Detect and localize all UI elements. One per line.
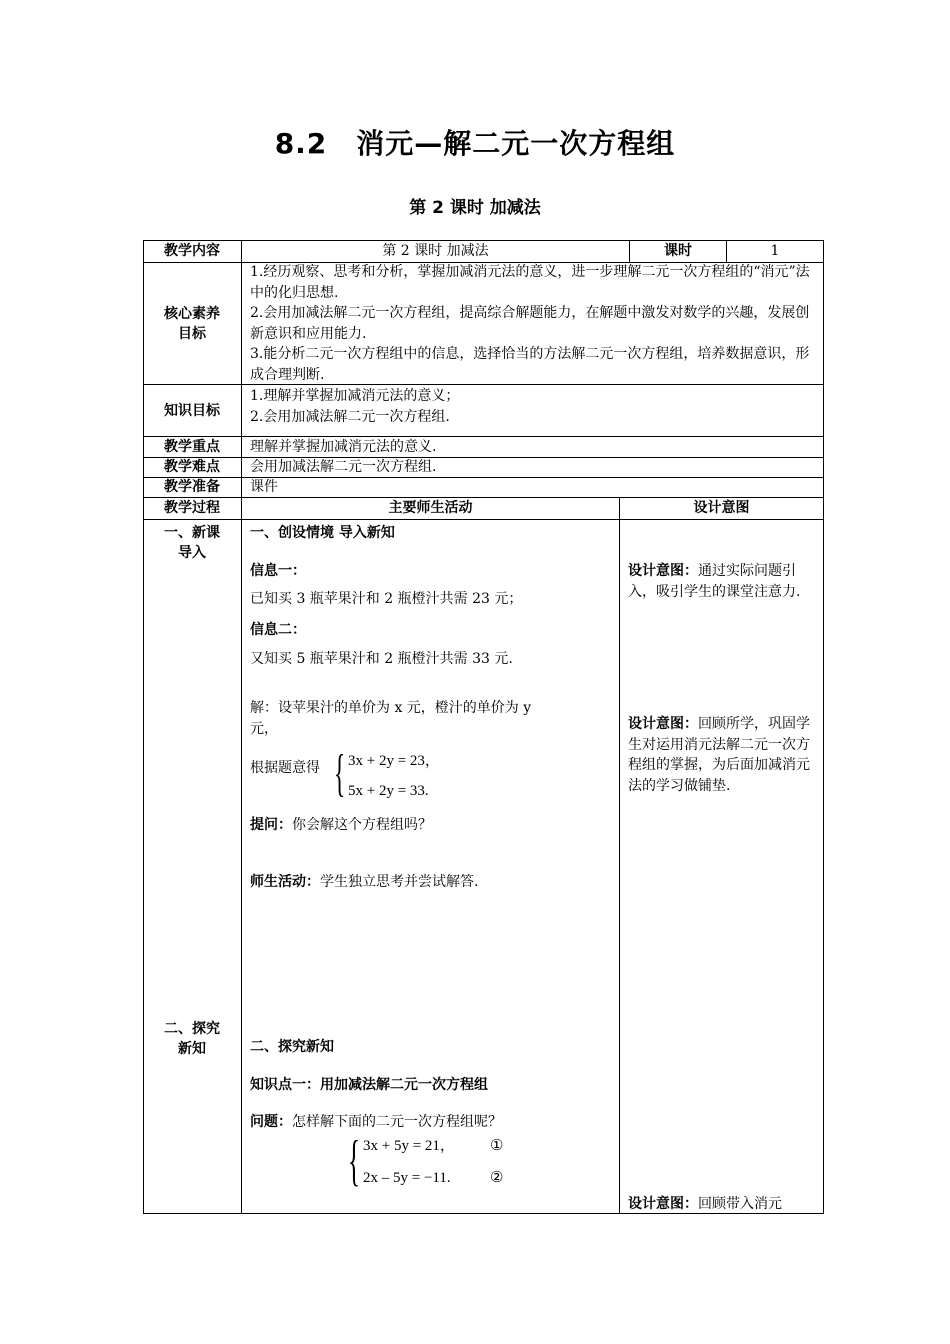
activity-label: 师生活动： <box>250 874 320 890</box>
design-note-text: 回顾带入消元 <box>698 1196 782 1212</box>
table-border <box>823 240 824 1214</box>
stage-explore <box>143 1019 241 1059</box>
table-border <box>143 457 824 458</box>
label-difficulty: 教学难点 <box>164 459 220 475</box>
question-line <box>250 815 432 835</box>
activity-text: 学生独立思考并尝试解答. <box>320 874 479 890</box>
label-core-goals-line2: 目标 <box>178 326 206 342</box>
label-teaching-process: 教学过程 <box>164 500 220 516</box>
preparation-value: 课件 <box>250 479 278 495</box>
table-border <box>619 497 620 1214</box>
equation-2a: 3x + 5y = 21， <box>363 1138 455 1154</box>
label-class-hours: 课时 <box>664 243 692 259</box>
solution-line1: 解：设苹果汁的单价为 x 元，橙汁的单价为 y <box>250 700 532 716</box>
problem-line <box>250 1112 502 1132</box>
key-point-value: 理解并掌握加减消元法的意义. <box>250 439 437 455</box>
knowledge-point-1-heading: 知识点一：用加减法解二元一次方程组 <box>250 1077 488 1093</box>
according-text: 根据题意得 <box>250 760 320 776</box>
problem-text: 怎样解下面的二元一次方程组呢？ <box>292 1114 502 1130</box>
core-goal-item: 1.经历观察、思考和分析，掌握加减消元法的意义，进一步理解二元一次方程组的“消元”法中的化归思想. <box>250 264 810 301</box>
equation-2b-mark: ② <box>490 1170 504 1186</box>
table-border <box>143 436 824 437</box>
equation-1b: 5x + 2y = 33. <box>348 783 429 799</box>
core-goal-item: 2.会用加减法解二元一次方程组，提高综合解题能力，在解题中激发对数学的兴趣，发展创新意识和应用能力. <box>250 305 810 342</box>
problem-label: 问题： <box>250 1114 292 1130</box>
equation-2b: 2x – 5y = −11. <box>363 1170 451 1186</box>
table-border <box>143 519 824 520</box>
question-text: 你会解这个方程组吗？ <box>292 817 432 833</box>
design-note-text: 回顾所学，巩固学生对运用消元法解二元一次方程组的掌握，为后面加减消元法的学习做铺垫. <box>628 716 810 794</box>
class-hours-value: 1 <box>770 243 780 259</box>
teaching-content-value: 第 2 课时 加减法 <box>382 243 489 259</box>
knowledge-goals-list <box>250 386 818 427</box>
section2-heading: 二、探究新知 <box>250 1039 334 1055</box>
knowledge-goal-item: 1.理解并掌握加减消元法的意义； <box>250 388 460 404</box>
core-goals-list <box>250 262 818 385</box>
stage-new-lesson-line1: 一、新课 <box>164 525 220 541</box>
knowledge-goal-item: 2.会用加减法解二元一次方程组. <box>250 408 450 425</box>
design-note-text: 通过实际问题引入，吸引学生的课堂注意力. <box>628 563 801 600</box>
label-key-point: 教学重点 <box>164 439 220 455</box>
section1-heading: 一、创设情境 导入新知 <box>250 525 395 541</box>
label-preparation: 教学准备 <box>164 479 220 495</box>
table-border <box>143 240 144 1214</box>
label-knowledge-goals: 知识目标 <box>164 403 220 419</box>
label-core-goals <box>143 304 241 344</box>
equation-2a-mark: ① <box>490 1138 504 1154</box>
equation-1a: 3x + 2y = 23， <box>348 753 440 769</box>
page-title: 8.2 消元—解二元一次方程组 <box>274 127 676 160</box>
header-main-activities: 主要师生活动 <box>388 500 473 516</box>
difficulty-value: 会用加减法解二元一次方程组. <box>250 459 437 475</box>
left-brace-icon: { <box>348 1130 361 1192</box>
stage-new-lesson <box>143 523 241 563</box>
activity-line <box>250 872 478 892</box>
label-core-goals-line1: 核心素养 <box>164 306 220 322</box>
info2-label: 信息二： <box>250 622 306 638</box>
design-note-2 <box>628 714 816 796</box>
design-note-label: 设计意图： <box>628 563 698 579</box>
table-border <box>143 477 824 478</box>
question-label: 提问： <box>250 817 292 833</box>
info1-label: 信息一： <box>250 563 306 579</box>
info2-text: 又知买 5 瓶苹果汁和 2 瓶橙汁共需 33 元. <box>250 651 513 667</box>
lesson-subtitle: 第 2 课时 加减法 <box>409 198 541 218</box>
stage-new-lesson-line2: 导入 <box>178 545 206 561</box>
design-note-label: 设计意图： <box>628 1196 698 1212</box>
header-design-intent: 设计意图 <box>693 500 750 516</box>
info1-text: 已知买 3 瓶苹果汁和 2 瓶橙汁共需 23 元； <box>250 591 523 607</box>
core-goal-item: 3.能分析二元一次方程组中的信息，选择恰当的方法解二元一次方程组，培养数据意识，形成合理判断. <box>250 346 810 383</box>
design-note-label: 设计意图： <box>628 716 698 732</box>
design-note-1 <box>628 561 816 602</box>
solution-line2: 元， <box>250 721 278 737</box>
design-note-3 <box>628 1194 816 1215</box>
label-teaching-content: 教学内容 <box>164 243 220 259</box>
stage-explore-line1: 二、探究 <box>164 1021 220 1037</box>
table-border <box>241 240 242 1214</box>
stage-explore-line2: 新知 <box>178 1041 206 1057</box>
left-brace-icon: { <box>334 745 346 802</box>
